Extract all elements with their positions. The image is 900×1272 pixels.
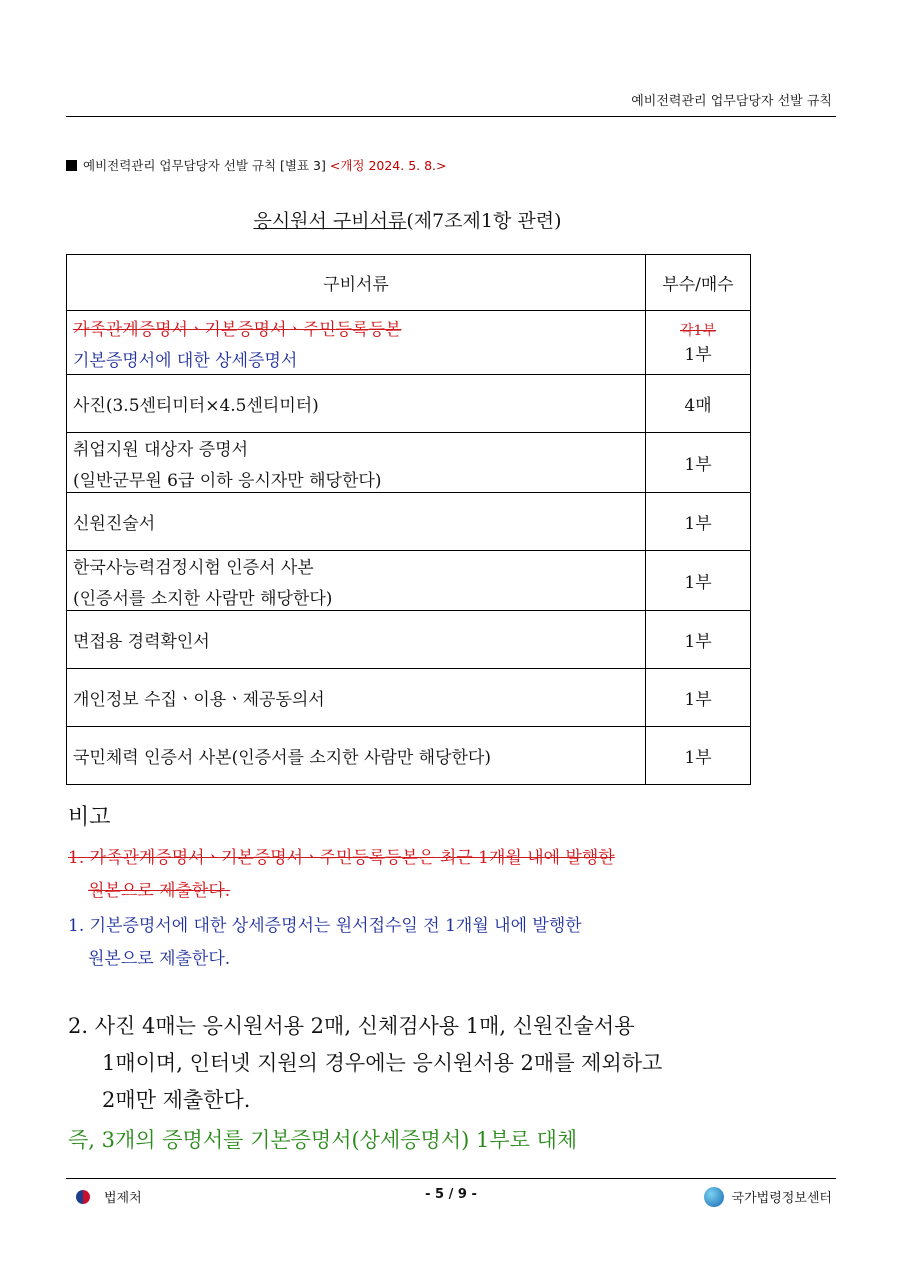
count-value: 1부 — [646, 551, 751, 611]
table-row — [67, 493, 751, 551]
count-value: 1부 — [684, 345, 712, 365]
table-row — [67, 375, 751, 433]
doc-name: 개인정보 수집ㆍ이용ㆍ제공동의서 — [67, 669, 646, 727]
doc-note: (일반군무원 6급 이하 응시자만 해당한다) — [73, 470, 382, 491]
footer-right-text: 국가법령정보센터 — [731, 1191, 832, 1206]
header-title: 예비전력관리 업무담당자 선발 규칙 — [631, 94, 832, 109]
doc-name: 사진(3.5센티미터×4.5센티미터) — [67, 375, 646, 433]
struck-count: 각1부 — [680, 323, 716, 339]
table-row — [67, 669, 751, 727]
table-row — [67, 433, 751, 493]
doc-name: 신원진술서 — [67, 493, 646, 551]
page-header — [66, 88, 836, 117]
page-footer — [66, 1178, 836, 1206]
new-doc-text: 기본증명서에 대한 상세증명서 — [73, 350, 298, 371]
struck-doc-text: 가족관계증명서ㆍ기본증명서ㆍ주민등록등본 — [73, 319, 402, 340]
count-value: 1부 — [646, 669, 751, 727]
amendment-link[interactable]: <개정 2024. 5. 8.> — [329, 158, 447, 173]
square-bullet-icon — [66, 160, 77, 171]
title-sub: (제7조제1항 관련) — [406, 210, 562, 232]
note1-struck-line2: 원본으로 제출한다. — [88, 881, 231, 901]
note1-new-line1: 1. 기본증명서에 대한 상세증명서는 원서접수일 전 1개월 내에 발행한 — [68, 916, 582, 936]
count-value: 1부 — [646, 433, 751, 493]
note1-new — [68, 910, 582, 976]
table-row — [67, 311, 751, 375]
count-value: 1부 — [646, 727, 751, 785]
green-annotation: 즉, 3개의 증명서를 기본증명서(상세증명서) 1부로 대체 — [68, 1128, 578, 1152]
note2 — [68, 1008, 662, 1119]
count-value: 1부 — [646, 611, 751, 669]
count-value: 4매 — [646, 375, 751, 433]
table-row — [67, 727, 751, 785]
reference-text: 예비전력관리 업무담당자 선발 규칙 [별표 3] — [83, 158, 326, 173]
title-main: 응시원서 구비서류 — [253, 210, 407, 232]
law-center-globe-icon — [704, 1187, 724, 1207]
count-value: 1부 — [646, 493, 751, 551]
document-title — [0, 206, 815, 233]
note2-line1: 2. 사진 4매는 응시원서용 2매, 신체검사용 1매, 신원진술서용 — [68, 1014, 635, 1038]
page-number: - 5 / 9 - — [425, 1187, 477, 1202]
header-docs: 구비서류 — [67, 255, 646, 311]
doc-name: 한국사능력검정시험 인증서 사본 — [73, 557, 314, 578]
doc-name: 면접용 경력확인서 — [67, 611, 646, 669]
table-row — [67, 551, 751, 611]
footer-left-text: 법제처 — [104, 1191, 142, 1206]
note2-line2: 1매이며, 인터넷 지원의 경우에는 응시원서용 2매를 제외하고 — [102, 1051, 663, 1075]
note1-struck-line1: 1. 가족관계증명서ㆍ기본증명서ㆍ주민등록등본은 최근 1개월 내에 발행한 — [68, 848, 615, 868]
note2-line3: 2매만 제출한다. — [102, 1088, 251, 1112]
doc-name: 국민체력 인증서 사본(인증서를 소지한 사람만 해당한다) — [67, 727, 646, 785]
note1-new-line2: 원본으로 제출한다. — [88, 949, 231, 969]
doc-name: 취업지원 대상자 증명서 — [73, 439, 249, 460]
header-count: 부수/매수 — [646, 255, 751, 311]
table-header-row — [67, 255, 751, 311]
remarks-heading: 비고 — [68, 805, 111, 830]
doc-note: (인증서를 소지한 사람만 해당한다) — [73, 588, 333, 609]
documents-table — [66, 254, 751, 785]
note1-struck — [68, 842, 615, 908]
table-row — [67, 611, 751, 669]
reference-line — [66, 156, 447, 174]
